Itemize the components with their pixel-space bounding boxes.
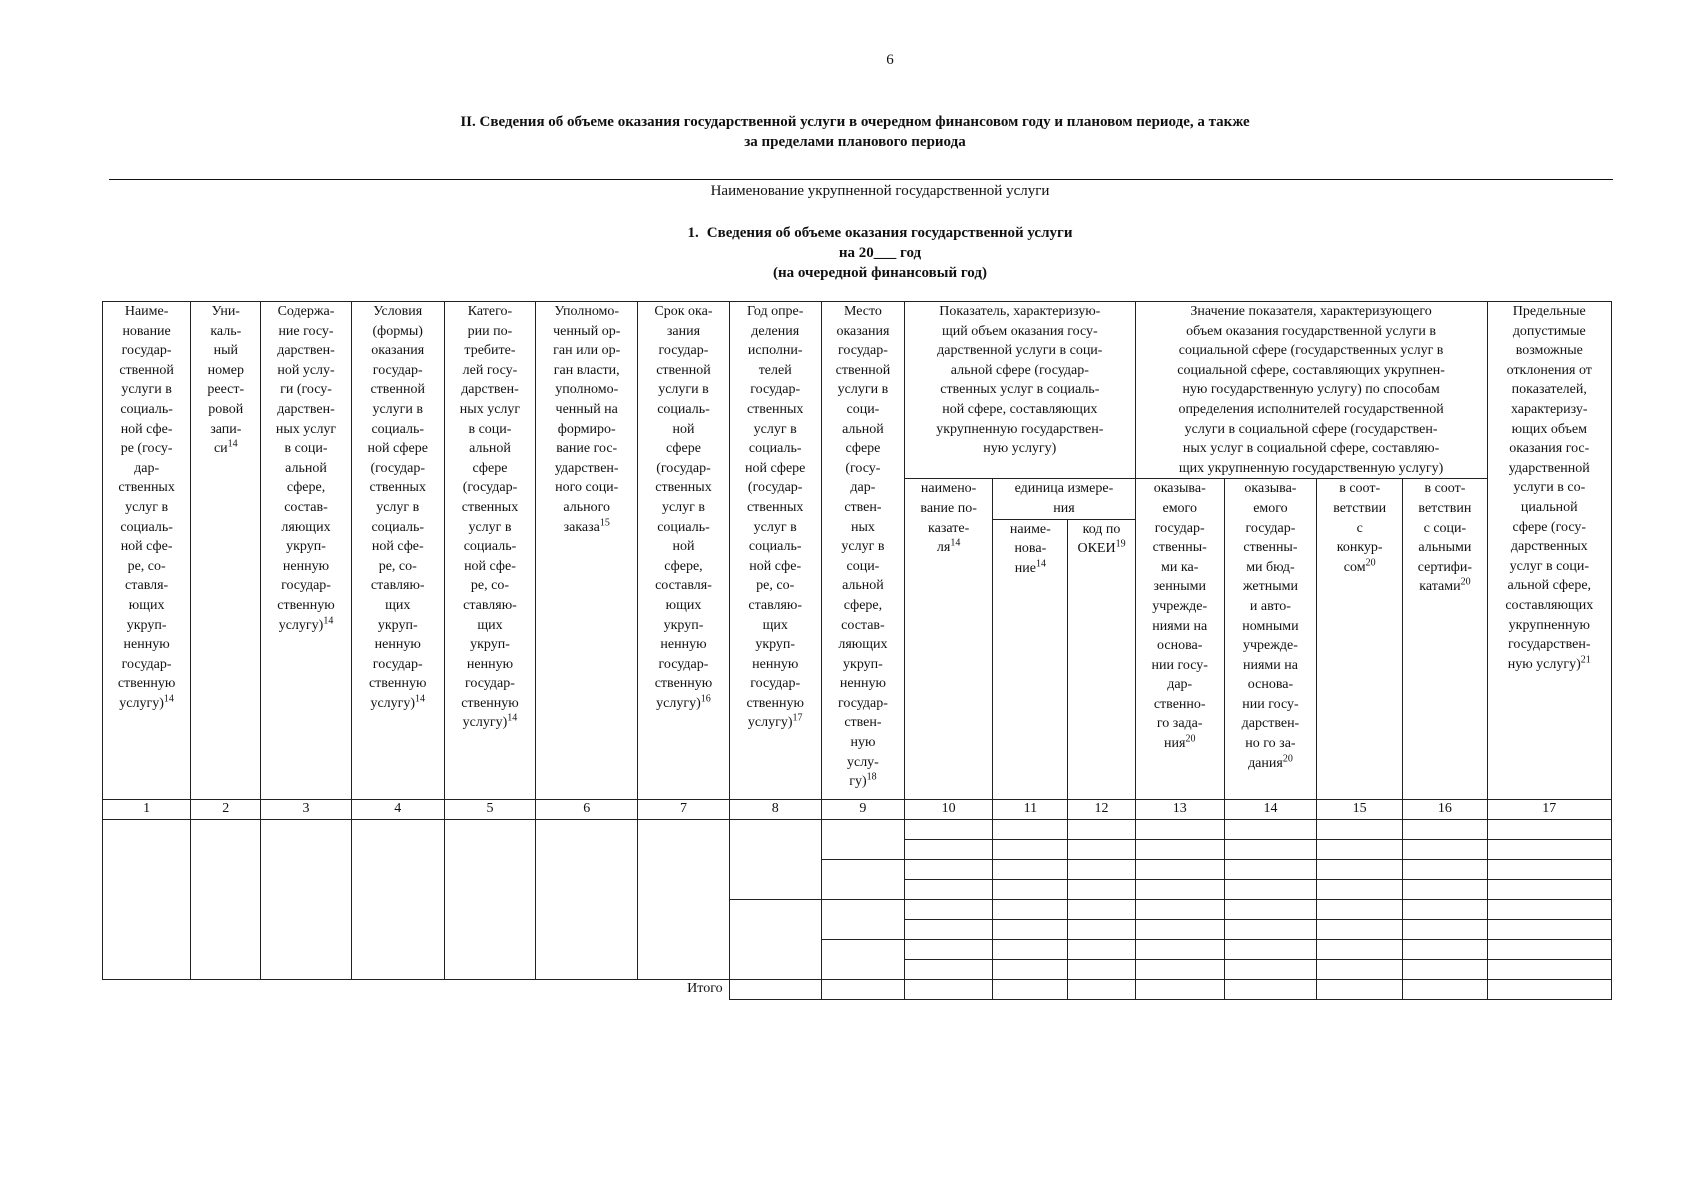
blank-cell bbox=[191, 979, 261, 999]
column-number: 16 bbox=[1403, 799, 1487, 819]
table-cell[interactable] bbox=[1224, 959, 1316, 979]
header-consumer-categories: Катего- рии по- требите- лей госу- дарствен- ных услуг в соци- альной сфере (государ- ственных услуг в социаль- ной сфе- ре, со- ставляю- щих укруп- ненную государ- ственную услугу)$^{14}$ bbox=[444, 302, 535, 800]
table-cell[interactable] bbox=[1403, 899, 1487, 919]
table-cell[interactable] bbox=[1135, 959, 1224, 979]
table-cell[interactable] bbox=[1317, 939, 1403, 959]
column-number: 1 bbox=[103, 799, 191, 819]
total-cell[interactable] bbox=[1403, 979, 1487, 999]
table-cell[interactable] bbox=[1403, 839, 1487, 859]
table-cell[interactable] bbox=[1317, 959, 1403, 979]
table-cell[interactable] bbox=[1068, 899, 1135, 919]
column-number: 2 bbox=[191, 799, 261, 819]
total-cell[interactable] bbox=[729, 979, 821, 999]
column-number: 8 bbox=[729, 799, 821, 819]
header-authorized-body: Уполномо- ченный ор- ган или ор- ган власти, уполномо- ченный на формиро- вание гос- ударствен- ного соци- ального заказа$^{15}$ bbox=[536, 302, 638, 800]
header-state-institutions: оказыва- емого государ- ственны- ми ка- зенными учрежде- ниями на основа- нии госу- дар- ственно- го зада- ния$^{20}$ bbox=[1135, 479, 1224, 799]
blank-cell bbox=[444, 979, 535, 999]
table-cell[interactable] bbox=[191, 819, 261, 979]
column-number: 15 bbox=[1317, 799, 1403, 819]
header-competition: в соот- ветствии с конкур- сом$^{20}$ bbox=[1317, 479, 1403, 799]
subsection-number: 1. bbox=[687, 225, 699, 241]
table-cell[interactable] bbox=[1224, 919, 1316, 939]
table-cell[interactable] bbox=[905, 859, 993, 879]
header-executor-year: Год опре- деления исполни- телей государ- ственных услуг в социаль- ной сфере (государ- ственных услуг в социаль- ной сфе- ре, со- ставляю- щих укруп- ненную государ- ственную услугу)$^{17}$ bbox=[729, 302, 821, 800]
table-cell[interactable] bbox=[1068, 859, 1135, 879]
total-cell[interactable] bbox=[1317, 979, 1403, 999]
table-cell[interactable] bbox=[1068, 839, 1135, 859]
table-cell[interactable] bbox=[993, 879, 1068, 899]
header-allowed-deviations: Предельные допустимые возможные отклонения от показателей, характеризу- ющих объем оказания гос- ударственной услуги в со- циальной сфере (госу- дарственных услуг в соци- альной сфере, составляющих укрупненную государствен- ную услугу)$^{21}$ bbox=[1487, 302, 1611, 800]
table-cell[interactable] bbox=[1487, 919, 1611, 939]
header-indicator-group: Показатель, характеризую- щий объем оказания госу- дарственной услуги в соци- альной сфере (государ- ственных услуг в социаль- ной сфере, составляющих укрупненную государствен- ную услугу) bbox=[905, 302, 1136, 479]
column-number: 14 bbox=[1224, 799, 1316, 819]
table-cell[interactable] bbox=[1135, 839, 1224, 859]
column-number: 4 bbox=[351, 799, 444, 819]
header-service-content: Содержа- ние госу- дарствен- ной услу- ги (госу- дарствен- ных услуг в соци- альной сфере, состав- ляющих укруп- ненную государ- ственную услугу)$^{14}$ bbox=[261, 302, 351, 800]
table-cell[interactable] bbox=[1224, 899, 1316, 919]
table-cell[interactable] bbox=[1135, 919, 1224, 939]
column-number: 7 bbox=[638, 799, 729, 819]
column-number: 12 bbox=[1068, 799, 1135, 819]
table-cell[interactable] bbox=[1224, 839, 1316, 859]
volume-table bbox=[102, 301, 1612, 1000]
column-number-row bbox=[103, 799, 1612, 819]
table-cell[interactable] bbox=[1403, 939, 1487, 959]
blank-cell bbox=[261, 979, 351, 999]
header-registry-number: Уни- каль- ный номер реест- ровой запи- $си^{14}$ bbox=[191, 302, 261, 800]
service-name-label: Наименование укрупненной государственной услуги bbox=[710, 183, 1050, 199]
header-service-conditions: Условия (формы) оказания государ- ственной услуги в социаль- ной сфере (государ- ственных услуг в социаль- ной сфе- ре, со- ставляю- щих укруп- ненную государ- ственную услугу)$^{14}$ bbox=[351, 302, 444, 800]
table-cell[interactable] bbox=[905, 959, 993, 979]
table-cell[interactable] bbox=[1224, 859, 1316, 879]
table-cell[interactable] bbox=[103, 819, 191, 979]
table-cell[interactable] bbox=[1487, 879, 1611, 899]
table-cell[interactable] bbox=[1068, 819, 1135, 839]
table-cell[interactable] bbox=[536, 819, 638, 979]
table-cell[interactable] bbox=[1224, 879, 1316, 899]
column-number: 5 bbox=[444, 799, 535, 819]
table-cell[interactable] bbox=[905, 939, 993, 959]
table-cell[interactable] bbox=[1068, 919, 1135, 939]
table-cell[interactable] bbox=[821, 819, 904, 859]
section-title bbox=[360, 112, 1350, 152]
header-unit-name: наиме- нова- ние$^{14}$ bbox=[993, 519, 1068, 799]
subsection-line-3: (на очередной финансовый год) bbox=[773, 265, 987, 281]
column-number: 6 bbox=[536, 799, 638, 819]
table-cell[interactable] bbox=[905, 879, 993, 899]
table-cell[interactable] bbox=[1403, 879, 1487, 899]
total-row bbox=[103, 979, 1612, 999]
table-cell[interactable] bbox=[905, 899, 993, 919]
table-cell[interactable] bbox=[1403, 919, 1487, 939]
table-cell[interactable] bbox=[1403, 959, 1487, 979]
section-title-line-2: за пределами планового периода bbox=[744, 134, 966, 150]
blank-cell bbox=[351, 979, 444, 999]
table-cell[interactable] bbox=[905, 819, 993, 839]
table-cell[interactable] bbox=[1135, 899, 1224, 919]
table-cell[interactable] bbox=[1487, 939, 1611, 959]
table-cell[interactable] bbox=[729, 899, 821, 979]
table-cell[interactable] bbox=[993, 919, 1068, 939]
table-cell[interactable] bbox=[821, 899, 904, 939]
table-cell[interactable] bbox=[1317, 919, 1403, 939]
table-cell[interactable] bbox=[261, 819, 351, 979]
table-cell[interactable] bbox=[1487, 859, 1611, 879]
table-cell[interactable] bbox=[821, 939, 904, 979]
table-cell[interactable] bbox=[1487, 839, 1611, 859]
header-budget-institutions: оказыва- емого государ- ственны- ми бюд- жетными и авто- номными учрежде- ниями на основа- нии госу- дарствен- но го за- дания$^{20}$ bbox=[1224, 479, 1316, 799]
page-number: 6 bbox=[886, 52, 894, 68]
table-cell[interactable] bbox=[993, 819, 1068, 839]
total-cell[interactable] bbox=[1135, 979, 1224, 999]
table-cell[interactable] bbox=[1403, 859, 1487, 879]
column-number: 11 bbox=[993, 799, 1068, 819]
subsection-line-1: Сведения об объеме оказания государственной услуги bbox=[706, 225, 1073, 241]
table-cell[interactable] bbox=[993, 839, 1068, 859]
header-service-term: Срок ока- зания государ- ственной услуги в социаль- ной сфере (государ- ственных услуг в социаль- ной сфере, составля- ющих укруп- ненную государ- ственную услугу)$^{16}$ bbox=[638, 302, 729, 800]
table-cell[interactable] bbox=[905, 839, 993, 859]
table-cell[interactable] bbox=[1068, 959, 1135, 979]
table-cell[interactable] bbox=[1224, 939, 1316, 959]
header-unit-group: единица измере- ния bbox=[993, 479, 1135, 519]
table-cell[interactable] bbox=[821, 859, 904, 899]
table-cell[interactable] bbox=[1487, 899, 1611, 919]
total-cell[interactable] bbox=[1068, 979, 1135, 999]
section-title-line-1: II. Сведения об объеме оказания государственной услуги в очередном финансовом году и плановом периоде, а также bbox=[460, 114, 1250, 130]
header-indicator-name: наимено- вание по- казате- $ля^{14}$ bbox=[905, 479, 993, 799]
header-indicator-value-group: Значение показателя, характеризующего объем оказания государственной услуги в социальной сфере (государственных услуг в социальной сфере, составляющих укрупнен- ную государственную услугу) по способам определения исполнителей государственной услуги в социальной сфере (государствен- ных услуг в социальной сфере, составляю- щих укрупненную государственную услугу) bbox=[1135, 302, 1487, 479]
table-row bbox=[103, 819, 1612, 839]
table-cell[interactable] bbox=[905, 919, 993, 939]
table-cell[interactable] bbox=[993, 939, 1068, 959]
column-number: 10 bbox=[905, 799, 993, 819]
column-number: 17 bbox=[1487, 799, 1611, 819]
header-social-certificates: в соот- ветствин с соци- альными сертифи- катами$^{20}$ bbox=[1403, 479, 1487, 799]
table-cell[interactable] bbox=[1224, 819, 1316, 839]
table-cell[interactable] bbox=[1135, 879, 1224, 899]
table-cell[interactable] bbox=[1403, 819, 1487, 839]
table-cell[interactable] bbox=[993, 959, 1068, 979]
header-service-place: Место оказания государ- ственной услуги в соци- альной сфере (госу- дар- ствен- ных услуг в соци- альной сфере, состав- ляющих укруп- ненную государ- ствен- ную услу- гу)$^{18}$ bbox=[821, 302, 904, 800]
total-cell[interactable] bbox=[1487, 979, 1611, 999]
table-cell[interactable] bbox=[444, 819, 535, 979]
table-cell[interactable] bbox=[351, 819, 444, 979]
table-cell[interactable] bbox=[1068, 939, 1135, 959]
total-label: Итого bbox=[687, 980, 723, 996]
total-cell[interactable] bbox=[821, 979, 904, 999]
table-cell[interactable] bbox=[1135, 819, 1224, 839]
table-cell[interactable] bbox=[1317, 839, 1403, 859]
blank-cell bbox=[536, 979, 638, 999]
header-row-1 bbox=[103, 302, 1612, 479]
table-cell[interactable] bbox=[1487, 819, 1611, 839]
table-cell[interactable] bbox=[1317, 879, 1403, 899]
table-cell[interactable] bbox=[1317, 899, 1403, 919]
table-cell[interactable] bbox=[1135, 859, 1224, 879]
column-number: 9 bbox=[821, 799, 904, 819]
header-service-name: Наиме- нование государ- ственной услуги в социаль- ной сфе- ре (госу- дар- ственных услуг в социаль- ной сфе- ре, со- ставля- ющих укруп- ненную государ- ственную услугу)$^{14}$ bbox=[103, 302, 191, 800]
table-cell[interactable] bbox=[729, 819, 821, 899]
table-cell[interactable] bbox=[1487, 959, 1611, 979]
subsection-title bbox=[580, 223, 1180, 283]
table-cell[interactable] bbox=[993, 899, 1068, 919]
total-cell[interactable] bbox=[993, 979, 1068, 999]
blank-cell bbox=[103, 979, 191, 999]
total-cell[interactable] bbox=[1224, 979, 1316, 999]
table-cell[interactable] bbox=[1068, 879, 1135, 899]
table-cell[interactable] bbox=[1317, 819, 1403, 839]
table-cell[interactable] bbox=[1317, 859, 1403, 879]
column-number: 3 bbox=[261, 799, 351, 819]
service-name-underline bbox=[109, 179, 1613, 180]
header-okei-code: код по ОКЕИ$^{19}$ bbox=[1068, 519, 1135, 799]
table-cell[interactable] bbox=[638, 819, 729, 979]
table-cell[interactable] bbox=[993, 859, 1068, 879]
total-cell[interactable] bbox=[905, 979, 993, 999]
column-number: 13 bbox=[1135, 799, 1224, 819]
table-cell[interactable] bbox=[1135, 939, 1224, 959]
subsection-line-2: на 20___ год bbox=[838, 245, 922, 261]
